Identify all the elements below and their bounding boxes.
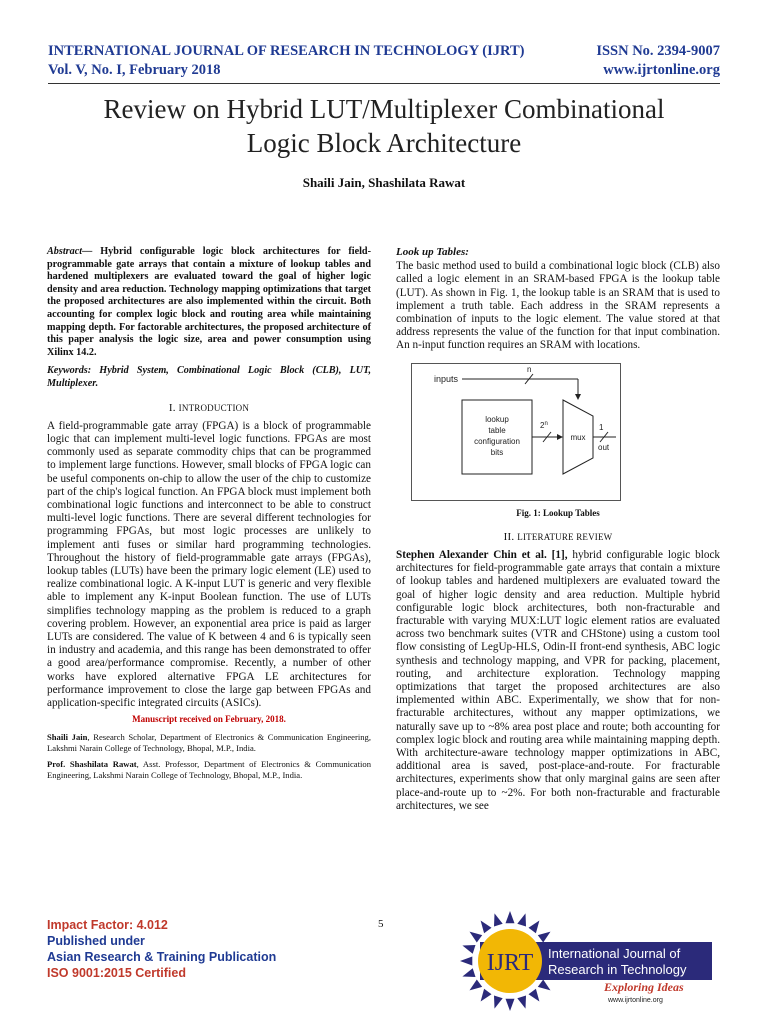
volume-issue: Vol. V, No. I, February 2018 [48, 62, 221, 78]
sun-ray [481, 989, 492, 1002]
publisher: Asian Research & Training Publication [47, 950, 277, 964]
sun-ray [529, 921, 540, 934]
issn: ISSN No. 2394-9007 [596, 43, 720, 59]
sun-ray [506, 911, 515, 923]
right-column [396, 246, 720, 813]
svg-text:out: out [598, 442, 610, 452]
svg-text:table: table [488, 425, 506, 435]
literature-paragraph: Stephen Alexander Chin et al. [1], hybrid configurable logic block architectures for field-programmable gate arrays that contain a mixture of lookup tables and hardened multiplexers are evaluated toward the goal of higher logic density and area reduction. Multiple hybrid configurable logic block architectures, both non-fracturable and fracturable with varying MUX:LUT logic element ratios are evaluated across two benchmark suites (VTR and CHStone) using a custom tool flow consisting of LegUp-HLS, Odin-II front-end synthesis, ABC logic synthesis and technology mapping, and VPR for packing, placement, routing, and architecture exploration. Technology mapping optimizations that target the proposed architectures are also implemented within ABC. Experimentally, we show that for non-fracturable architectures, without any mapper optimizations, we naturally save up to ~8% area post place and route; both accounting for complex logic block and routing area while maintaining mapping depth. With architecture-aware technology mapper optimizations in ABC, additional area is saved, post-place-and-route. For fracturable architectures, experiments show that only marginal gains are seen after place-and-route up to ~2%. For both non-fracturable and fracturable architectures, we see [396, 549, 721, 812]
footer-info [47, 917, 276, 981]
logo-url: www.ijrtonline.org [608, 997, 663, 1004]
impact-factor: Impact Factor: 4.012 [47, 918, 168, 932]
journal-name: INTERNATIONAL JOURNAL OF RESEARCH IN TECHNOLOGY (IJRT) [48, 43, 525, 59]
affiliation-1: Shaili Jain, Research Scholar, Department of Electronics & Communication Engineering, Lakshmi Narain College of Technology, Bhopal, M.P., India. [47, 732, 371, 753]
left-column [47, 246, 371, 780]
sun-ray [470, 980, 483, 991]
sun-ray [517, 913, 526, 926]
figure-caption: Fig. 1: Lookup Tables [516, 507, 600, 518]
sun-ray [517, 996, 526, 1009]
sun-ray [494, 996, 503, 1009]
sun-ray [494, 913, 503, 926]
sun-ray [462, 968, 475, 977]
svg-text:International Journal of: International Journal of [548, 946, 681, 961]
svg-text:Research in Technology: Research in Technology [548, 962, 687, 977]
sun-ray [538, 980, 551, 991]
figure-lookup-table [411, 363, 621, 501]
sun-ray [538, 932, 551, 943]
lut-diagram [412, 364, 620, 500]
lut-subheading: Look up Tables: [396, 246, 469, 258]
affiliation-2: Prof. Shashilata Rawat, Asst. Professor, Department of Electronics & Communication Engineering, Lakshmi Narain College of Technology, Bhopal, M.P., India. [47, 759, 371, 780]
iso-certification: ISO 9001:2015 Certified [47, 966, 186, 980]
sun-ray [460, 957, 472, 966]
ijrt-logo-graphic [458, 890, 738, 1018]
header-divider [48, 83, 720, 84]
svg-text:mux: mux [570, 432, 586, 442]
label-n: n [527, 364, 532, 374]
label-inputs: inputs [434, 373, 459, 384]
sun-ray [529, 989, 540, 1002]
svg-text:lookup: lookup [485, 414, 509, 424]
svg-text:2n: 2$^n$ [540, 420, 548, 430]
published-under: Published under [47, 934, 145, 948]
svg-text:configuration: configuration [474, 436, 520, 446]
page-title: Review on Hybrid LUT/Multiplexer Combinational Logic Block Architecture [103, 94, 665, 158]
sun-ray [470, 932, 483, 943]
svg-text:bits: bits [490, 447, 504, 457]
lut-paragraph: The basic method used to build a combinational logic block (CLB) also called a logic element in an SRAM-based FPGA is the lookup table (LUT). As shown in Fig. 1, the lookup table is an SRAM that is used to implement a truth table. Each address in the SRAM represents a combination of inputs to the logic element. The value stored at that address represents the value of the function for that input combination. An n-input function requires an SRAM with locations. [396, 260, 720, 352]
keywords: Keywords: Hybrid System, Combinational Logic Block (CLB), LUT, Multiplexer. [47, 365, 371, 389]
section-heading-literature-review: II. LITERATURE REVIEW [503, 530, 613, 543]
manuscript-note: Manuscript received on February, 2018. [132, 714, 286, 725]
authors: Shaili Jain, Shashilata Rawat [302, 175, 466, 190]
sun-ray [506, 999, 515, 1011]
section-heading-introduction: I. INTRODUCTION [168, 401, 250, 414]
journal-website[interactable]: www.ijrtonline.org [603, 62, 720, 78]
logo-tagline: Exploring Ideas [604, 980, 684, 994]
ijrt-logo [458, 890, 738, 1018]
page-number: 5 [378, 918, 384, 930]
logo-abbr: IJRT [486, 950, 534, 976]
sun-ray [462, 945, 475, 954]
abstract: Abstract— Hybrid configurable logic block architectures for field-programmable gate arrays that contain a mixture of lookup tables and hardened multiplexers are evaluated toward the goal of higher logic density and area reduction. Technology mapping optimizations that target the proposed architectures are also implemented within the circuit. Both accounting for complex logic block and routing area while maintaining mapping depth. For factorable architectures, the proposed architecture of this paper analysis the logic size, area and power consumption using Xilinx 14.2. [47, 246, 371, 358]
svg-text:1: 1 [599, 422, 604, 432]
intro-paragraph: A field-programmable gate array (FPGA) is a block of programmable logic that can implement multi-level logic functions. FPGAs are most commonly used as separate commodity chips that can be programmed to implement large functions. However, small blocks of FPGA logic can be useful components on-chip to allow the user of the chip to customize part of the chip's logical function. An FPGA block must implement both combinational logic functions and interconnect to be able to construct multi-level logic functions. There are several different technologies for programming FPGAs, but most logic processes are unlikely to implement anti fuses or similar hard programming technologies. Throughout the history of field-programmable gate arrays (FPGAs), lookup tables (LUTs) have been the primary logic element (LE) used to realize combinational logic. A K-input LUT is generic and very flexible able to implement any K-input Boolean function. The use of LUTs simplifies technology mapping as the problem is reduced to a graph covering problem. However, an exponential area price is paid as larger LUTs are considered. The value of K between 4 and 6 is typically seen in industry and academia, and this range has been demonstrated to offer a good area/performance compromise. Recently, a number of other works have explored alternative FPGA LE architectures for performance improvement to close the large gap between FPGAs and application-specific integrated circuits (ASICs). [47, 419, 371, 709]
sun-ray [481, 921, 492, 934]
